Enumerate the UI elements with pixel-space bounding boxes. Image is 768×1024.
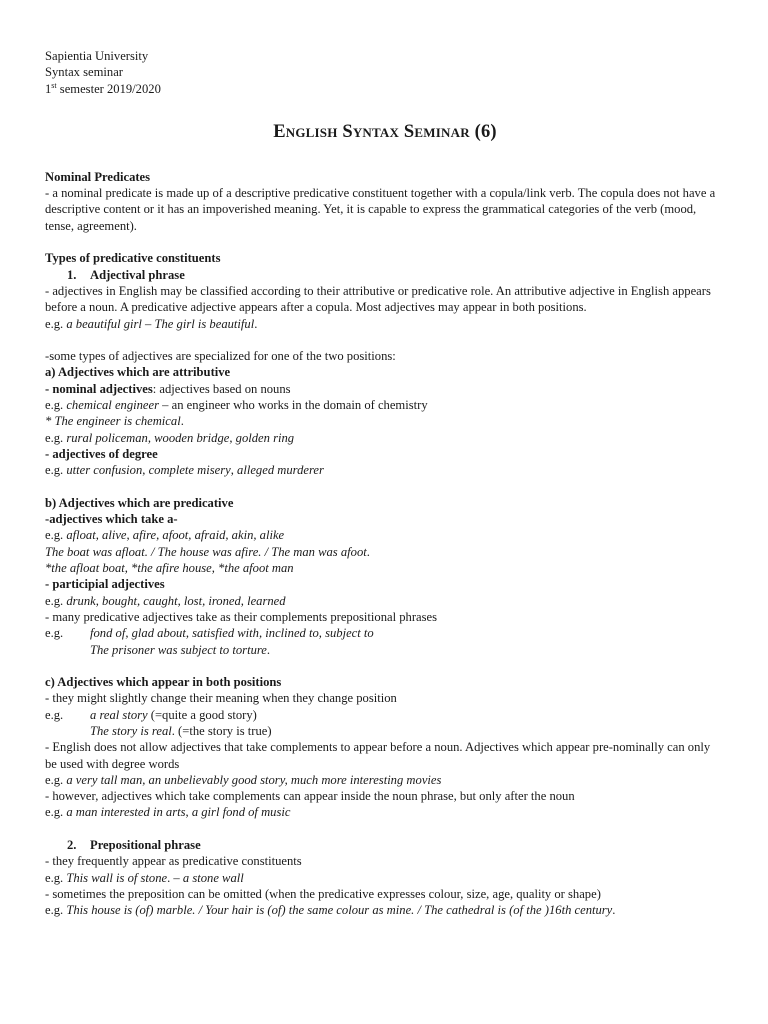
prepositional-text-1: - they frequently appear as predicative constituents xyxy=(45,854,302,869)
course-name: Syntax seminar xyxy=(45,65,123,80)
both-text-3: - however, adjectives which take complements can appear inside the noun phrase, but only after the noun xyxy=(45,789,575,804)
prepositional-example-1 xyxy=(45,870,725,886)
header-block xyxy=(45,48,725,97)
example-text: alleged murderer xyxy=(237,463,324,478)
both-heading: c) Adjectives which appear in both positions xyxy=(45,675,282,690)
example-text: The prisoner was subject to torture xyxy=(90,642,267,657)
prepositional-example-2 xyxy=(45,902,725,918)
predicative-sentence-1 xyxy=(45,544,725,560)
document-page xyxy=(45,48,725,919)
semester-text: semester 2019/2020 xyxy=(56,81,161,96)
example-gloss: . (=the story is true) xyxy=(171,723,272,738)
example-text: This house is (of) marble. / Your hair is (of) the same colour as mine. / The cathedral is (of the )16th century xyxy=(66,903,613,918)
prepositional-heading xyxy=(45,837,725,853)
attributive-example-3 xyxy=(45,462,725,478)
comma: , xyxy=(230,463,238,478)
example-gloss: . – xyxy=(167,870,183,885)
example-end: . xyxy=(254,316,258,331)
example-end: . xyxy=(366,544,370,559)
some-types-text: -some types of adjectives are specialized for one of the two positions: xyxy=(45,349,396,364)
eg-label: e.g. xyxy=(45,707,64,722)
example-text: drunk, bought, caught, lost, ironed, learned xyxy=(66,593,286,608)
attributive-heading: a) Adjectives which are attributive xyxy=(45,365,231,380)
comma: , xyxy=(142,463,149,478)
eg-label: e.g. xyxy=(45,430,64,445)
adjectival-number: 1. xyxy=(67,267,77,282)
both-example-2 xyxy=(45,723,725,739)
prepositional-number: 2. xyxy=(67,838,77,853)
semester-line xyxy=(45,81,725,97)
section-attributive xyxy=(45,364,725,478)
prepositional-text-2: - sometimes the preposition can be omitted (when the predicative expresses colour, size, age, quality or shape) xyxy=(45,886,601,901)
predicative-example-3 xyxy=(45,625,725,641)
nominal-text: - a nominal predicate is made up of a descriptive predicative constituent together with a copula/link verb. The copula does not have a descriptive content or it has an impoverished meaning. Yet, it is capable to express the grammatical categories of the verb (mood, tense, agreement). xyxy=(45,186,716,233)
attributive-star-example xyxy=(45,413,725,429)
eg-label: e.g. xyxy=(45,593,64,608)
example-text: utter confusion xyxy=(66,463,143,478)
participial-adjectives-label: - participial adjectives xyxy=(45,577,165,592)
section-types xyxy=(45,250,725,331)
adjectival-text: - adjectives in English may be classified according to their attributive or predicative role. An attributive adjective in English appears before a noun. A predicative adjective appears after a copula. Most adjectives may appear in both positions. xyxy=(45,283,711,315)
predicative-sentence-2: *the afloat boat, *the afire house, *the afoot man xyxy=(45,561,294,576)
ungrammatical-example: * The engineer is chemical xyxy=(45,414,181,429)
example-text: a real story xyxy=(90,707,148,722)
university-name: Sapientia University xyxy=(45,49,149,63)
attributive-example-1 xyxy=(45,397,725,413)
example-end: . xyxy=(266,642,271,657)
example-text: fond of, glad about, satisfied with, inclined to, subject to xyxy=(90,626,374,641)
predicative-example-1 xyxy=(45,527,725,543)
predicative-complements-text: - many predicative adjectives take as their complements prepositional phrases xyxy=(45,609,438,624)
example-text: The story is real xyxy=(90,723,172,738)
nominal-adjectives-label: - nominal adjectives xyxy=(45,381,153,396)
nominal-adjectives-line xyxy=(45,381,725,397)
example-text: complete misery xyxy=(148,463,231,478)
section-both-positions xyxy=(45,674,725,821)
section-prepositional xyxy=(45,837,725,918)
example-text: afloat, alive, afire, afoot, afraid, akin, alike xyxy=(66,528,285,543)
adjectival-title: Adjectival phrase xyxy=(90,267,185,282)
eg-label: e.g. xyxy=(45,398,64,413)
eg-label: e.g. xyxy=(45,903,64,918)
nominal-adjectives-desc: : adjectives based on nouns xyxy=(152,381,291,396)
predicative-heading: b) Adjectives which are predicative xyxy=(45,495,234,510)
example-text: chemical engineer xyxy=(66,398,160,413)
adjectival-example xyxy=(45,316,725,332)
both-example-1 xyxy=(45,707,725,723)
example-text: rural policeman, wooden bridge, golden ring xyxy=(66,430,295,445)
a-adjectives-label: -adjectives which take a- xyxy=(45,512,178,527)
eg-label: e.g. xyxy=(45,772,64,787)
both-example-3 xyxy=(45,772,725,788)
example-gloss: – an engineer who works in the domain of chemistry xyxy=(159,398,428,413)
page-title: English Syntax Seminar (6) xyxy=(273,121,497,142)
eg-label: e.g. xyxy=(45,805,64,820)
attributive-example-2 xyxy=(45,430,725,446)
eg-label: e.g. xyxy=(45,463,64,478)
example-text: a very tall man, an unbelievably good story, much more interesting movies xyxy=(66,772,442,787)
degree-adjectives-label: - adjectives of degree xyxy=(45,446,158,461)
example-text: a man interested in arts xyxy=(66,805,186,820)
example-gloss: (=quite a good story) xyxy=(147,707,257,722)
section-nominal-predicates xyxy=(45,169,725,234)
eg-label: e.g. xyxy=(45,626,64,641)
example-text: a stone wall xyxy=(182,870,244,885)
eg-label: e.g. xyxy=(45,316,64,331)
example-end: . xyxy=(180,414,184,429)
example-text: a girl fond of music xyxy=(191,805,291,820)
section-predicative xyxy=(45,495,725,658)
example-text: The boat was afloat. / The house was afire. / The man was afoot xyxy=(45,544,367,559)
example-text: This wall is of stone xyxy=(66,870,168,885)
comma: , xyxy=(185,805,192,820)
both-text-2: - English does not allow adjectives that take complements to appear before a noun. Adjectives which appear pre-nominally can only be used with degree words xyxy=(45,740,711,771)
example-text: a beautiful girl – The girl is beautiful xyxy=(66,316,255,331)
eg-label: e.g. xyxy=(45,528,64,543)
semester-number: 1 xyxy=(45,81,52,96)
both-text-1: - they might slightly change their meaning when they change position xyxy=(45,691,397,706)
eg-label: e.g. xyxy=(45,870,64,885)
adjectival-heading xyxy=(45,267,725,283)
predicative-example-2 xyxy=(45,593,725,609)
nominal-heading: Nominal Predicates xyxy=(45,169,151,184)
prepositional-title: Prepositional phrase xyxy=(90,838,201,853)
example-end: . xyxy=(612,903,616,918)
predicative-example-4 xyxy=(45,642,725,658)
types-heading: Types of predicative constituents xyxy=(45,251,221,266)
both-example-4 xyxy=(45,804,725,820)
semester-ordinal: st xyxy=(51,80,57,90)
